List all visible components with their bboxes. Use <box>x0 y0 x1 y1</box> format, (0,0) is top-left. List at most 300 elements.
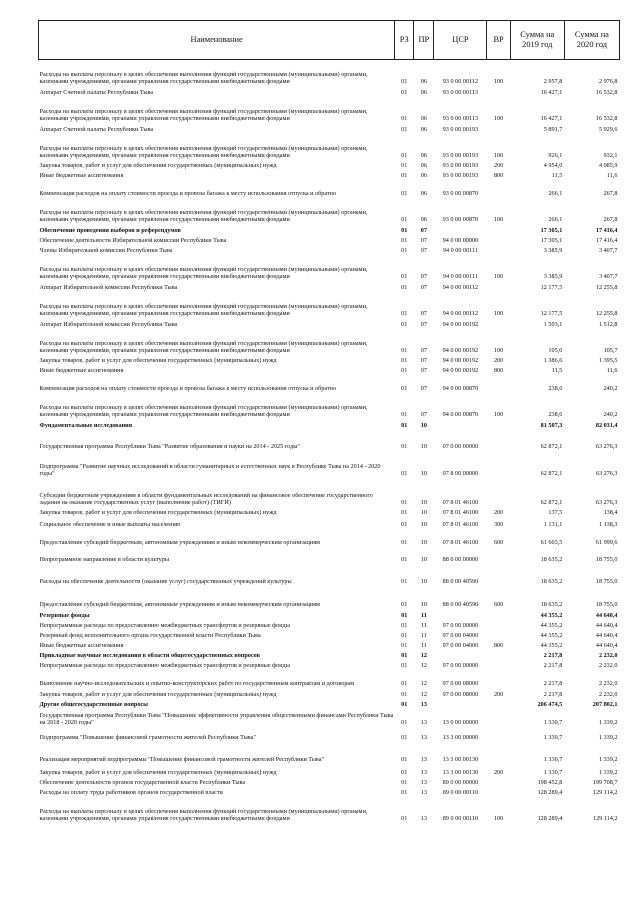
row-csr: 97 0 00 00000 <box>442 662 479 670</box>
row-name: Закупка товаров, работ и услуг для обеспечения государственных (муниципальных) нужд <box>39 769 277 777</box>
row-rz: 01 <box>401 652 408 660</box>
row-vr: 100 <box>493 273 504 281</box>
row-csr: 88 0 00 40590 <box>442 578 479 586</box>
table-row <box>39 609 620 620</box>
header-pr: ПР <box>414 21 434 60</box>
row-rz: 01 <box>401 172 408 180</box>
row-csr: 94 0 00 00192 <box>442 357 479 365</box>
row-name: Обеспечение деятельности органов государственной власти Республики Тыва <box>39 779 246 787</box>
row-name: Прикладные научные исследования в области общегосударственных вопросов <box>39 652 260 660</box>
row-pr: 11 <box>420 642 427 650</box>
row-sum-2020: 199 708,7 <box>592 779 618 787</box>
row-vr: 100 <box>493 115 504 123</box>
row-rz: 01 <box>401 779 408 787</box>
row-rz: 01 <box>401 662 408 670</box>
row-pr: 13 <box>420 719 427 727</box>
row-vr <box>487 318 510 329</box>
row-sum-2020: 138,4 <box>603 509 618 517</box>
table-row <box>39 97 620 123</box>
row-rz: 01 <box>401 601 408 609</box>
row-csr: 89 0 00 00110 <box>442 815 479 823</box>
row-pr: 07 <box>420 411 427 419</box>
row-sum-2020: 2 976,8 <box>598 78 618 86</box>
row-vr <box>487 742 510 764</box>
row-name: Закупка товаров, работ и услуг для обеспечения государственных (муниципальных) нужд <box>39 162 277 170</box>
row-rz: 01 <box>401 691 408 699</box>
row-vr: 100 <box>493 78 504 86</box>
row-pr: 12 <box>420 662 427 670</box>
row-name: Расходы на выплаты персоналу в целях обеспечения выполнения функций государственными (муниципальными) органами, казенными учреждениями, органами управления государственными внебюджетными фондами <box>39 209 368 224</box>
row-name: Аппарат Избирательной комиссии Республики Тыва <box>39 321 178 329</box>
row-rz: 01 <box>401 556 408 564</box>
row-csr: 94 0 00 00111 <box>442 273 478 281</box>
row-pr: 06 <box>420 190 427 198</box>
row-rz: 01 <box>401 499 408 507</box>
row-sum-2020: 2 232,0 <box>598 652 618 660</box>
row-pr: 11 <box>420 632 427 640</box>
row-sum-2019: 16 427,1 <box>540 115 563 123</box>
row-sum-2020: 82 031,4 <box>595 422 618 430</box>
row-vr <box>487 86 510 97</box>
table-row <box>39 777 620 787</box>
row-sum-2020: 1 339,2 <box>598 719 618 727</box>
row-pr: 06 <box>420 162 427 170</box>
row-vr <box>487 547 510 564</box>
row-csr: 93 0 00 00112 <box>442 78 479 86</box>
row-vr <box>487 699 510 709</box>
row-vr: 200 <box>493 357 504 365</box>
row-rz: 01 <box>401 162 408 170</box>
row-name: Социальное обеспечение и иные выплаты населению <box>39 521 181 529</box>
row-rz: 01 <box>401 347 408 355</box>
row-csr: 94 0 00 00111 <box>442 247 478 255</box>
row-sum-2020: 2 232,0 <box>598 680 618 688</box>
row-rz: 01 <box>401 227 408 235</box>
row-name: Закупка товаров, работ и услуг для обеспечения государственных (муниципальных) нужд <box>39 509 277 517</box>
table-row <box>39 245 620 255</box>
row-vr <box>487 123 510 134</box>
row-sum-2020: 932,1 <box>603 152 618 160</box>
table-row <box>39 393 620 419</box>
row-csr: 93 0 00 00193 <box>442 152 479 160</box>
row-sum-2020: 63 276,3 <box>595 499 618 507</box>
row-pr: 11 <box>420 612 427 620</box>
row-rz: 01 <box>401 719 408 727</box>
row-sum-2019: 11,5 <box>551 172 563 180</box>
row-sum-2020: 12 255,8 <box>595 284 618 292</box>
budget-document <box>38 20 620 823</box>
row-csr <box>434 650 487 660</box>
row-sum-2019: 44 355,2 <box>540 642 563 650</box>
row-name: Члены Избирательной комиссии Республики Тыва <box>39 247 173 255</box>
table-row <box>39 451 620 478</box>
row-vr: 200 <box>493 691 504 699</box>
row-csr: 94 0 00 00870 <box>442 411 479 419</box>
row-pr: 13 <box>420 789 427 797</box>
row-sum-2020: 18 755,0 <box>595 578 618 586</box>
row-rz: 01 <box>401 521 408 529</box>
row-vr: 100 <box>493 152 504 160</box>
row-sum-2019: 1 330,7 <box>543 756 563 764</box>
table-row <box>39 224 620 235</box>
header-csr: ЦСР <box>434 21 487 60</box>
row-sum-2020: 3 407,7 <box>598 247 618 255</box>
row-sum-2020: 1 339,2 <box>598 756 618 764</box>
row-rz: 01 <box>401 734 408 742</box>
row-sum-2019: 198 452,8 <box>537 779 563 787</box>
row-name: Непрограммное направление в области культуры <box>39 556 169 564</box>
row-sum-2019: 206 474,5 <box>537 701 563 709</box>
row-sum-2019: 44 355,2 <box>540 622 563 630</box>
row-name: Компенсация расходов на оплату стоимости проезда и провоза багажа к месту использования отпуска и обратно <box>39 190 337 198</box>
header-rz: РЗ <box>395 21 414 60</box>
row-csr: 97 0 00 00000 <box>442 622 479 630</box>
table-row <box>39 620 620 630</box>
table-row <box>39 281 620 292</box>
row-sum-2020: 44 640,4 <box>595 622 618 630</box>
table-row <box>39 329 620 355</box>
row-pr: 07 <box>420 385 427 393</box>
row-vr <box>487 235 510 245</box>
row-pr: 07 <box>420 357 427 365</box>
row-pr: 07 <box>420 273 427 281</box>
table-row <box>39 355 620 365</box>
row-pr: 07 <box>420 321 427 329</box>
row-csr: 94 0 00 00000 <box>442 237 479 245</box>
row-csr: 07 8 01 46100 <box>442 521 479 529</box>
header-sum-2019: Сумма на 2019 год <box>510 21 564 60</box>
row-csr: 93 0 00 00113 <box>442 89 479 97</box>
row-sum-2020: 44 640,4 <box>595 632 618 640</box>
row-vr <box>487 451 510 478</box>
row-sum-2019: 128 289,4 <box>537 815 563 823</box>
row-name: Расходы на выплаты персоналу в целях обеспечения выполнения функций государственными (муниципальными) органами, казенными учреждениями, органами управления государственными внебюджетными фондами <box>39 71 368 86</box>
row-rz: 01 <box>401 632 408 640</box>
row-csr <box>434 699 487 709</box>
row-pr: 06 <box>420 172 427 180</box>
row-csr: 93 0 00 00870 <box>442 190 479 198</box>
row-pr: 12 <box>420 680 427 688</box>
row-name: Закупка товаров, работ и услуг для обеспечения государственных (муниципальных) нужд <box>39 691 277 699</box>
table-row <box>39 797 620 823</box>
row-rz: 01 <box>401 539 408 547</box>
row-csr: 07 8 00 00000 <box>442 470 479 478</box>
row-vr: 100 <box>493 411 504 419</box>
row-pr: 07 <box>420 284 427 292</box>
header-vr: ВР <box>487 21 510 60</box>
row-vr <box>487 180 510 198</box>
row-vr <box>487 630 510 640</box>
table-row <box>39 688 620 699</box>
row-pr: 10 <box>420 601 427 609</box>
row-name: Фундаментальные исследования <box>39 422 133 430</box>
row-name: Расходы на выплаты персоналу в целях обеспечения выполнения функций государственными (муниципальными) органами, казенными учреждениями, органами управления государственными внебюджетными фондами <box>39 404 368 419</box>
row-pr: 07 <box>420 237 427 245</box>
row-sum-2019: 105,0 <box>548 347 563 355</box>
row-sum-2019: 81 507,3 <box>540 422 563 430</box>
row-csr: 94 0 00 00192 <box>442 367 479 375</box>
row-csr: 97 0 00 04000 <box>442 632 479 640</box>
row-rz: 01 <box>401 78 408 86</box>
row-rz: 01 <box>401 284 408 292</box>
row-name: Подпрограмма "Развитие научных исследований в области гуманитарных и естественных наук в Республике Тыва на 2014 - 2020 годы" <box>39 463 381 478</box>
table-row <box>39 727 620 742</box>
row-sum-2019: 4 954,0 <box>543 162 563 170</box>
row-sum-2019: 16 427,1 <box>540 89 563 97</box>
row-sum-2019: 61 603,5 <box>540 539 563 547</box>
row-sum-2019: 238,6 <box>548 411 563 419</box>
row-sum-2020: 11,6 <box>606 367 618 375</box>
row-sum-2019: 238,6 <box>548 385 563 393</box>
header-name: Наименование <box>39 21 395 60</box>
row-csr: 07 8 01 46100 <box>442 539 479 547</box>
row-name: Расходы на выплаты персоналу в целях обеспечения выполнения функций государственными (муниципальными) органами, казенными учреждениями, органами управления государственными внебюджетными фондами <box>39 108 368 123</box>
table-row <box>39 255 620 281</box>
row-rz: 01 <box>401 756 408 764</box>
row-sum-2020: 3 407,7 <box>598 273 618 281</box>
row-sum-2019: 44 355,2 <box>540 612 563 620</box>
row-sum-2019: 18 635,2 <box>540 556 563 564</box>
row-vr <box>487 245 510 255</box>
row-csr: 97 0 00 08000 <box>442 680 479 688</box>
row-sum-2020: 16 532,8 <box>595 89 618 97</box>
table-row <box>39 787 620 797</box>
row-rz: 01 <box>401 578 408 586</box>
table-row <box>39 478 620 507</box>
row-sum-2019: 5 891,7 <box>543 126 563 134</box>
row-pr: 13 <box>420 756 427 764</box>
row-csr <box>434 609 487 620</box>
row-pr: 10 <box>420 578 427 586</box>
row-sum-2019: 1 131,1 <box>543 521 563 529</box>
row-sum-2020: 240,2 <box>603 385 618 393</box>
row-rz: 01 <box>401 622 408 630</box>
row-name: Государственная программа Республики Тыва "Развитие образования и науки на 2014 - 2025 годы" <box>39 443 300 451</box>
row-sum-2019: 2 217,8 <box>543 662 563 670</box>
table-row <box>39 640 620 650</box>
row-rz: 01 <box>401 126 408 134</box>
table-row <box>39 134 620 160</box>
row-name: Обеспечение проведения выборов и референдумов <box>39 227 181 235</box>
row-csr: 88 0 00 00000 <box>442 556 479 564</box>
row-csr: 13 3 00 00000 <box>442 734 479 742</box>
row-name: Компенсация расходов на оплату стоимости проезда и провоза багажа к месту использования отпуска и обратно <box>39 385 337 393</box>
row-sum-2019: 17 305,1 <box>540 227 563 235</box>
row-csr: 94 0 00 00112 <box>442 310 479 318</box>
row-pr: 06 <box>420 126 427 134</box>
row-sum-2019: 128 289,4 <box>537 789 563 797</box>
row-csr: 89 0 00 00000 <box>442 779 479 787</box>
row-sum-2020: 18 755,0 <box>595 601 618 609</box>
row-csr: 94 0 00 00192 <box>442 321 479 329</box>
row-vr: 100 <box>493 815 504 823</box>
row-rz: 01 <box>401 815 408 823</box>
row-vr <box>487 281 510 292</box>
row-vr <box>487 419 510 430</box>
table-row <box>39 507 620 517</box>
row-sum-2019: 266,1 <box>548 216 563 224</box>
table-row <box>39 60 620 86</box>
table-row <box>39 742 620 764</box>
row-pr: 06 <box>420 89 427 97</box>
row-pr: 10 <box>420 422 427 430</box>
row-rz: 01 <box>401 642 408 650</box>
row-rz: 01 <box>401 190 408 198</box>
row-csr: 89 0 00 00110 <box>442 789 479 797</box>
row-pr: 10 <box>420 509 427 517</box>
row-name: Субсидии бюджетным учреждениям в области фундаментальных исследований на финансовое обеспечение государственного задания на оказание государственных услуг (выполнение работ) (ТИГИ) <box>39 492 373 507</box>
row-sum-2019: 3 385,9 <box>543 273 563 281</box>
table-row <box>39 709 620 727</box>
row-rz: 01 <box>401 385 408 393</box>
row-vr <box>487 727 510 742</box>
row-sum-2020: 1 512,8 <box>598 321 618 329</box>
row-sum-2020: 105,7 <box>603 347 618 355</box>
row-pr: 07 <box>420 310 427 318</box>
table-row <box>39 292 620 318</box>
budget-table <box>38 20 620 823</box>
row-name: Реализация мероприятий подпрограммы "Повышение финансовой грамотности жителей Республики Тыва" <box>39 756 325 764</box>
row-pr: 11 <box>420 622 427 630</box>
table-row <box>39 699 620 709</box>
row-sum-2020: 2 232,0 <box>598 691 618 699</box>
row-csr <box>434 419 487 430</box>
row-vr <box>487 660 510 670</box>
row-csr: 07 0 00 00000 <box>442 443 479 451</box>
row-sum-2020: 2 232,0 <box>598 662 618 670</box>
row-csr: 13 3 00 00130 <box>442 756 479 764</box>
row-sum-2019: 1 330,7 <box>543 734 563 742</box>
row-vr: 800 <box>493 367 504 375</box>
row-name: Обеспечение деятельности Избирательной комиссии Республики Тыва <box>39 237 227 245</box>
row-name: Аппарат Избирательной комиссии Республики Тыва <box>39 284 178 292</box>
row-name: Иные бюджетные ассигнования <box>39 172 124 180</box>
row-sum-2020: 61 999,6 <box>595 539 618 547</box>
table-row <box>39 660 620 670</box>
row-sum-2019: 1 503,1 <box>543 321 563 329</box>
row-name: Иные бюджетные ассигнования <box>39 367 124 375</box>
row-name: Выполнение научно-исследовательских и опытно-конструкторских работ по государственным контрактам и договорам <box>39 680 355 688</box>
row-csr: 93 0 00 00193 <box>442 126 479 134</box>
row-rz: 01 <box>401 310 408 318</box>
table-row <box>39 430 620 451</box>
table-header <box>39 21 620 60</box>
row-vr: 300 <box>493 521 504 529</box>
row-rz: 01 <box>401 152 408 160</box>
row-sum-2020: 1 339,2 <box>598 769 618 777</box>
row-sum-2020: 63 276,3 <box>595 443 618 451</box>
row-sum-2019: 17 305,1 <box>540 237 563 245</box>
row-rz: 01 <box>401 357 408 365</box>
row-vr <box>487 478 510 507</box>
row-sum-2020: 267,8 <box>603 190 618 198</box>
row-csr: 88 0 00 40590 <box>442 601 479 609</box>
row-vr: 200 <box>493 509 504 517</box>
row-sum-2020: 12 255,8 <box>595 310 618 318</box>
row-sum-2019: 2 217,8 <box>543 691 563 699</box>
table-row <box>39 529 620 547</box>
row-vr <box>487 650 510 660</box>
row-pr: 10 <box>420 521 427 529</box>
row-sum-2019: 44 355,2 <box>540 632 563 640</box>
row-rz: 01 <box>401 470 408 478</box>
row-rz: 01 <box>401 237 408 245</box>
row-sum-2019: 1 330,7 <box>543 769 563 777</box>
row-rz: 01 <box>401 612 408 620</box>
row-rz: 01 <box>401 789 408 797</box>
row-name: Расходы на выплаты персоналу в целях обеспечения выполнения функций государственными (муниципальными) органами, казенными учреждениями, органами управления государственными внебюджетными фондами <box>39 266 368 281</box>
row-sum-2019: 11,5 <box>551 367 563 375</box>
row-pr: 13 <box>420 734 427 742</box>
row-name: Непрограммные расходы по предоставлению межбюджетных трансфертов и резервные фонды <box>39 662 290 670</box>
table-row <box>39 630 620 640</box>
table-row <box>39 650 620 660</box>
row-sum-2020: 16 532,8 <box>595 115 618 123</box>
row-rz: 01 <box>401 680 408 688</box>
table-row <box>39 160 620 170</box>
row-vr <box>487 670 510 688</box>
row-vr: 800 <box>493 172 504 180</box>
row-pr: 13 <box>420 769 427 777</box>
row-vr <box>487 609 510 620</box>
row-name: Закупка товаров, работ и услуг для обеспечения государственных (муниципальных) нужд <box>39 357 277 365</box>
row-pr: 12 <box>420 652 427 660</box>
row-vr <box>487 224 510 235</box>
row-sum-2020: 5 929,6 <box>598 126 618 134</box>
row-sum-2019: 1 330,7 <box>543 719 563 727</box>
row-pr: 10 <box>420 470 427 478</box>
table-row <box>39 547 620 564</box>
row-csr: 93 0 00 00870 <box>442 216 479 224</box>
row-sum-2019: 3 385,9 <box>543 247 563 255</box>
row-rz: 01 <box>401 115 408 123</box>
row-name: Непрограммные расходы по предоставлению межбюджетных трансфертов и резервные фонды <box>39 622 290 630</box>
row-name: Расходы на обеспечение деятельности (оказание услуг) государственных учреждений культуры <box>39 578 292 586</box>
row-vr <box>487 375 510 393</box>
table-row <box>39 517 620 529</box>
row-vr: 100 <box>493 347 504 355</box>
row-vr <box>487 777 510 787</box>
row-sum-2019: 2 957,8 <box>543 78 563 86</box>
row-pr: 10 <box>420 539 427 547</box>
row-csr: 13 3 00 00130 <box>442 769 479 777</box>
row-pr: 10 <box>420 556 427 564</box>
row-pr: 06 <box>420 152 427 160</box>
row-rz: 01 <box>401 769 408 777</box>
row-rz: 01 <box>401 422 408 430</box>
row-csr: 94 0 00 00192 <box>442 347 479 355</box>
row-pr: 06 <box>420 216 427 224</box>
row-sum-2019: 2 217,8 <box>543 680 563 688</box>
table-row <box>39 180 620 198</box>
row-sum-2019: 1 386,6 <box>543 357 563 365</box>
row-vr: 600 <box>493 601 504 609</box>
row-vr: 200 <box>493 162 504 170</box>
row-vr: 100 <box>493 216 504 224</box>
row-sum-2020: 1 339,2 <box>598 734 618 742</box>
row-vr: 600 <box>493 539 504 547</box>
row-pr: 07 <box>420 227 427 235</box>
table-row <box>39 375 620 393</box>
table-row <box>39 86 620 97</box>
row-name: Аппарат Счетной палаты Республики Тыва <box>39 89 154 97</box>
table-row <box>39 235 620 245</box>
row-name: Расходы на выплаты персоналу в целях обеспечения выполнения функций государственными (муниципальными) органами, казенными учреждениями, органами управления государственными внебюджетными фондами <box>39 808 368 823</box>
row-sum-2020: 17 416,4 <box>595 227 618 235</box>
row-pr: 07 <box>420 347 427 355</box>
table-row <box>39 123 620 134</box>
row-pr: 07 <box>420 247 427 255</box>
